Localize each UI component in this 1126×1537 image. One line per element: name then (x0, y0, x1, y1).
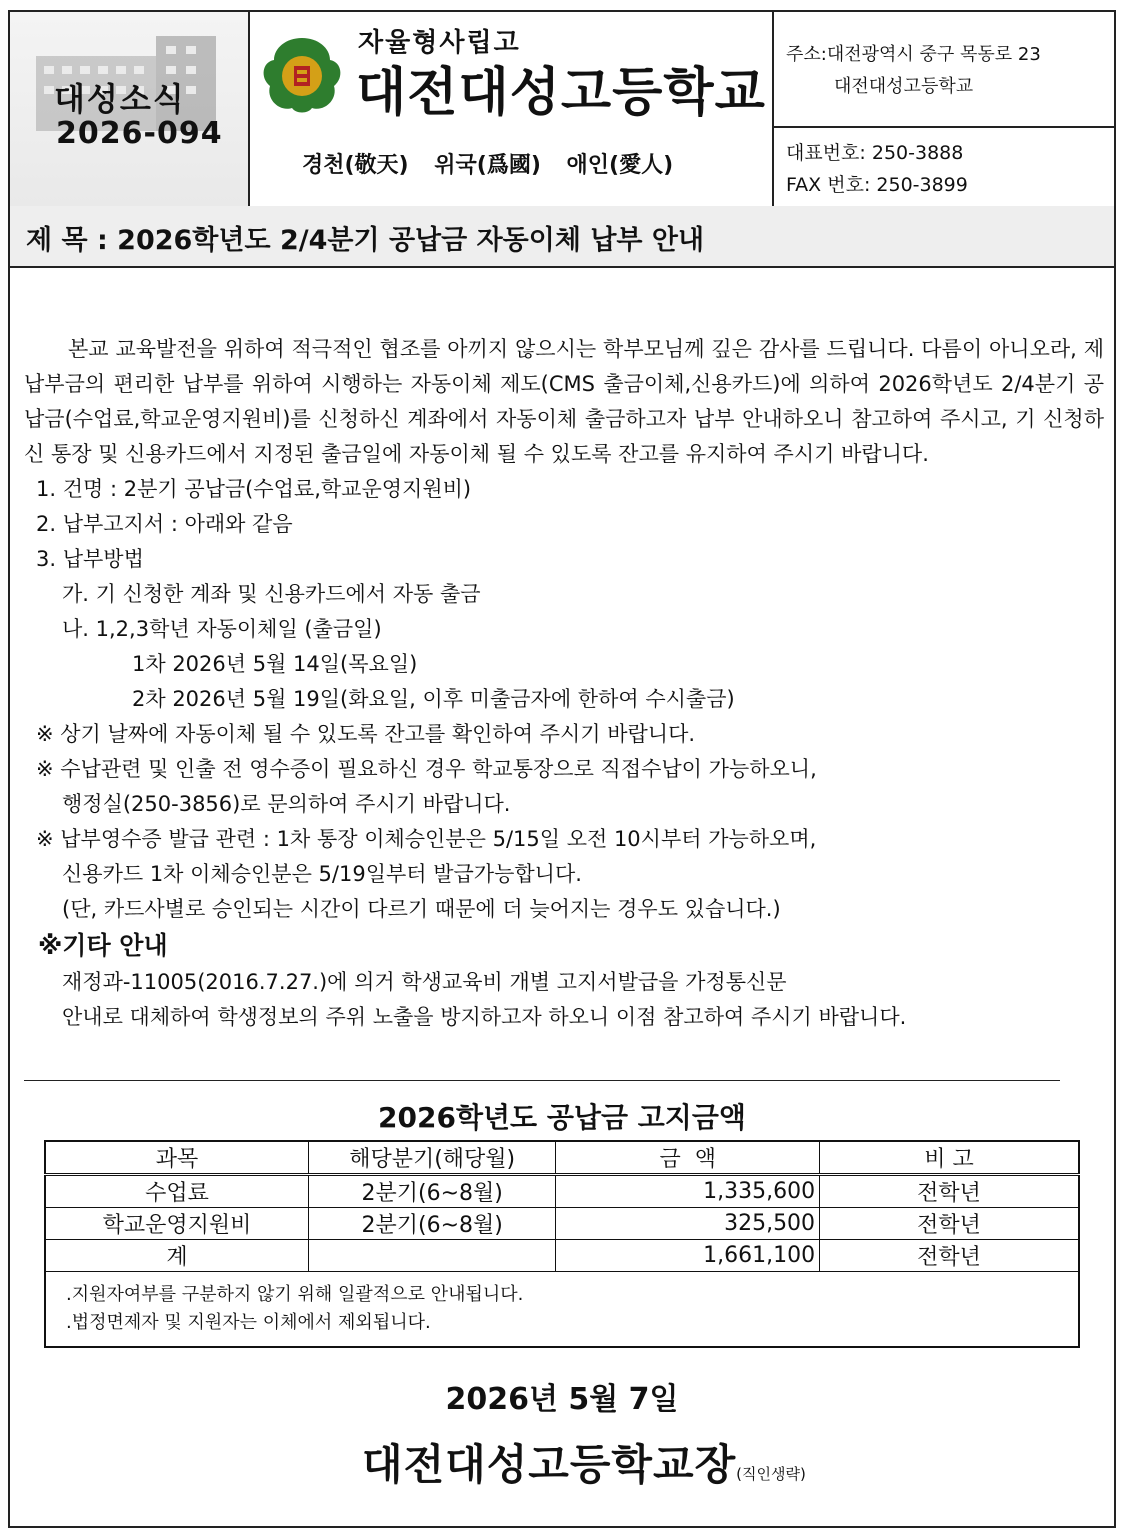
item-invoice: 2. 납부고지서 : 아래와 같음 (36, 512, 293, 536)
fee-table-title: 2026학년도 공납금 고지금액 (378, 1101, 746, 1134)
intro-paragraph: 본교 교육발전을 위하여 적극적인 협조를 아끼지 않으시는 학부모님께 깊은 감사를 드립니다. 다름이 아니오라, 제 납부금의 편리한 납부를 위하여 시행하는 자동이체 제도(CMS 출금이체,신용카드)에 의하여 2026학년도 2/4분기 공납금(수업료,학교운영지원비)를 신청하신 계좌에서 자동이체 출금하고자 납부 안내하오니 참고하여 주시고, 기 신청하신 통장 및 신용카드에서 지정된 출금일에 자동이체 될 수 있도록 잔고를 유지하여 주시기 바랍니다. (24, 337, 1104, 466)
table-note-1: .지원자여부를 구분하지 않기 위해 일괄적으로 안내됩니다. (66, 1284, 524, 1305)
table-notes-row (45, 1272, 1079, 1348)
contact-box (774, 12, 1114, 206)
issue-date: 2026년 5월 7일 (445, 1382, 679, 1417)
other-info-line-2: 안내로 대체하여 학생정보의 주위 노출을 방지하고자 하오니 이점 참고하여 주시기 바랍니다. (62, 1005, 907, 1029)
column-header-remarks: 비 고 (820, 1141, 1079, 1175)
principal-title: 대전대성고등학교장 (362, 1440, 737, 1489)
notice-document (8, 10, 1116, 1528)
subject-title: 제 목 : 2026학년도 2/4분기 공납금 자동이체 납부 안내 (26, 225, 705, 256)
row-amount: 1,335,600 (556, 1175, 820, 1208)
note-direct-payment: ※ 수납관련 및 인출 전 영수증이 필요하신 경우 학교통장으로 직접수납이 가능하오니, (36, 757, 817, 781)
table-row (45, 1208, 1079, 1240)
issue-number: 2026-094 (56, 116, 223, 151)
row-period: 2분기(6~8월) (308, 1208, 556, 1240)
row-remarks: 전학년 (820, 1240, 1079, 1272)
note-direct-payment-contact: 행정실(250-3856)로 문의하여 주시기 바랍니다. (62, 792, 511, 816)
fee-table-header-row (45, 1141, 1079, 1175)
school-emblem-icon (258, 32, 346, 116)
fee-table (44, 1140, 1080, 1348)
issue-box (10, 12, 250, 206)
column-header-amount: 금 액 (556, 1141, 820, 1175)
school-motto: 경천(敬天) 위국(爲國) 애인(愛人) (302, 153, 674, 178)
row-subject: 계 (45, 1240, 308, 1272)
newsletter-title: 대성소식 (54, 80, 186, 118)
school-name: 대전대성고등학교 (356, 63, 766, 123)
row-period (308, 1240, 556, 1272)
note-balance: ※ 상기 날짜에 자동이체 될 수 있도록 잔고를 확인하여 주시기 바랍니다. (36, 722, 696, 746)
other-info-line-1: 재정과-11005(2016.7.27.)에 의거 학생교육비 개별 고지서발급을 가정통신문 (62, 970, 787, 994)
other-info-title: ※기타 안내 (38, 931, 168, 960)
row-remarks: 전학년 (820, 1208, 1079, 1240)
row-amount: 1,661,100 (556, 1240, 820, 1272)
school-identity (250, 12, 774, 206)
notice-body (24, 332, 1104, 1035)
table-row-total (45, 1240, 1079, 1272)
column-header-period: 해당분기(해당월) (308, 1141, 556, 1175)
table-note-2: .법정면제자 및 지원자는 이체에서 제외됩니다. (66, 1312, 431, 1333)
row-amount: 325,500 (556, 1208, 820, 1240)
note-receipt-card: 신용카드 1차 이체승인분은 5/19일부터 발급가능합니다. (62, 862, 582, 886)
item-payment-method: 3. 납부방법 (36, 547, 144, 571)
subject-bar (10, 206, 1114, 268)
row-subject: 수업료 (45, 1175, 308, 1208)
note-receipt: ※ 납부영수증 발급 관련 : 1차 통장 이체승인분은 5/15일 오전 10시부터 가능하오며, (36, 827, 817, 851)
note-receipt-caveat: (단, 카드사별로 승인되는 시간이 다르기 때문에 더 늦어지는 경우도 있습니다.) (62, 897, 781, 921)
table-notes (45, 1272, 1079, 1348)
school-type: 자율형사립고 (358, 28, 521, 58)
phone-number: 대표번호: 250-3888 (786, 142, 964, 164)
address-line: 주소:대전광역시 중구 목동로 23 (786, 44, 1041, 65)
row-period: 2분기(6~8월) (308, 1175, 556, 1208)
fax-number: FAX 번호: 250-3899 (786, 174, 968, 196)
payment-method-b: 나. 1,2,3학년 자동이체일 (출금일) (62, 617, 382, 641)
column-header-subject: 과목 (45, 1141, 308, 1175)
row-remarks: 전학년 (820, 1175, 1079, 1208)
withdrawal-round-2: 2차 2026년 5월 19일(화요일, 이후 미출금자에 한하여 수시출금) (132, 687, 735, 711)
address-school-name: 대전대성고등학교 (834, 76, 974, 97)
section-divider (24, 1080, 1060, 1081)
payment-method-a: 가. 기 신청한 계좌 및 신용카드에서 자동 출금 (62, 582, 481, 606)
withdrawal-round-1: 1차 2026년 5월 14일(목요일) (132, 652, 418, 676)
row-subject: 학교운영지원비 (45, 1208, 308, 1240)
item-subject: 1. 건명 : 2분기 공납금(수업료,학교운영지원비) (36, 477, 472, 501)
seal-omitted-note: (직인생략) (736, 1465, 806, 1483)
signature-line (362, 1432, 806, 1492)
letterhead (10, 12, 1114, 208)
address-box (774, 12, 1114, 128)
table-row (45, 1175, 1079, 1208)
